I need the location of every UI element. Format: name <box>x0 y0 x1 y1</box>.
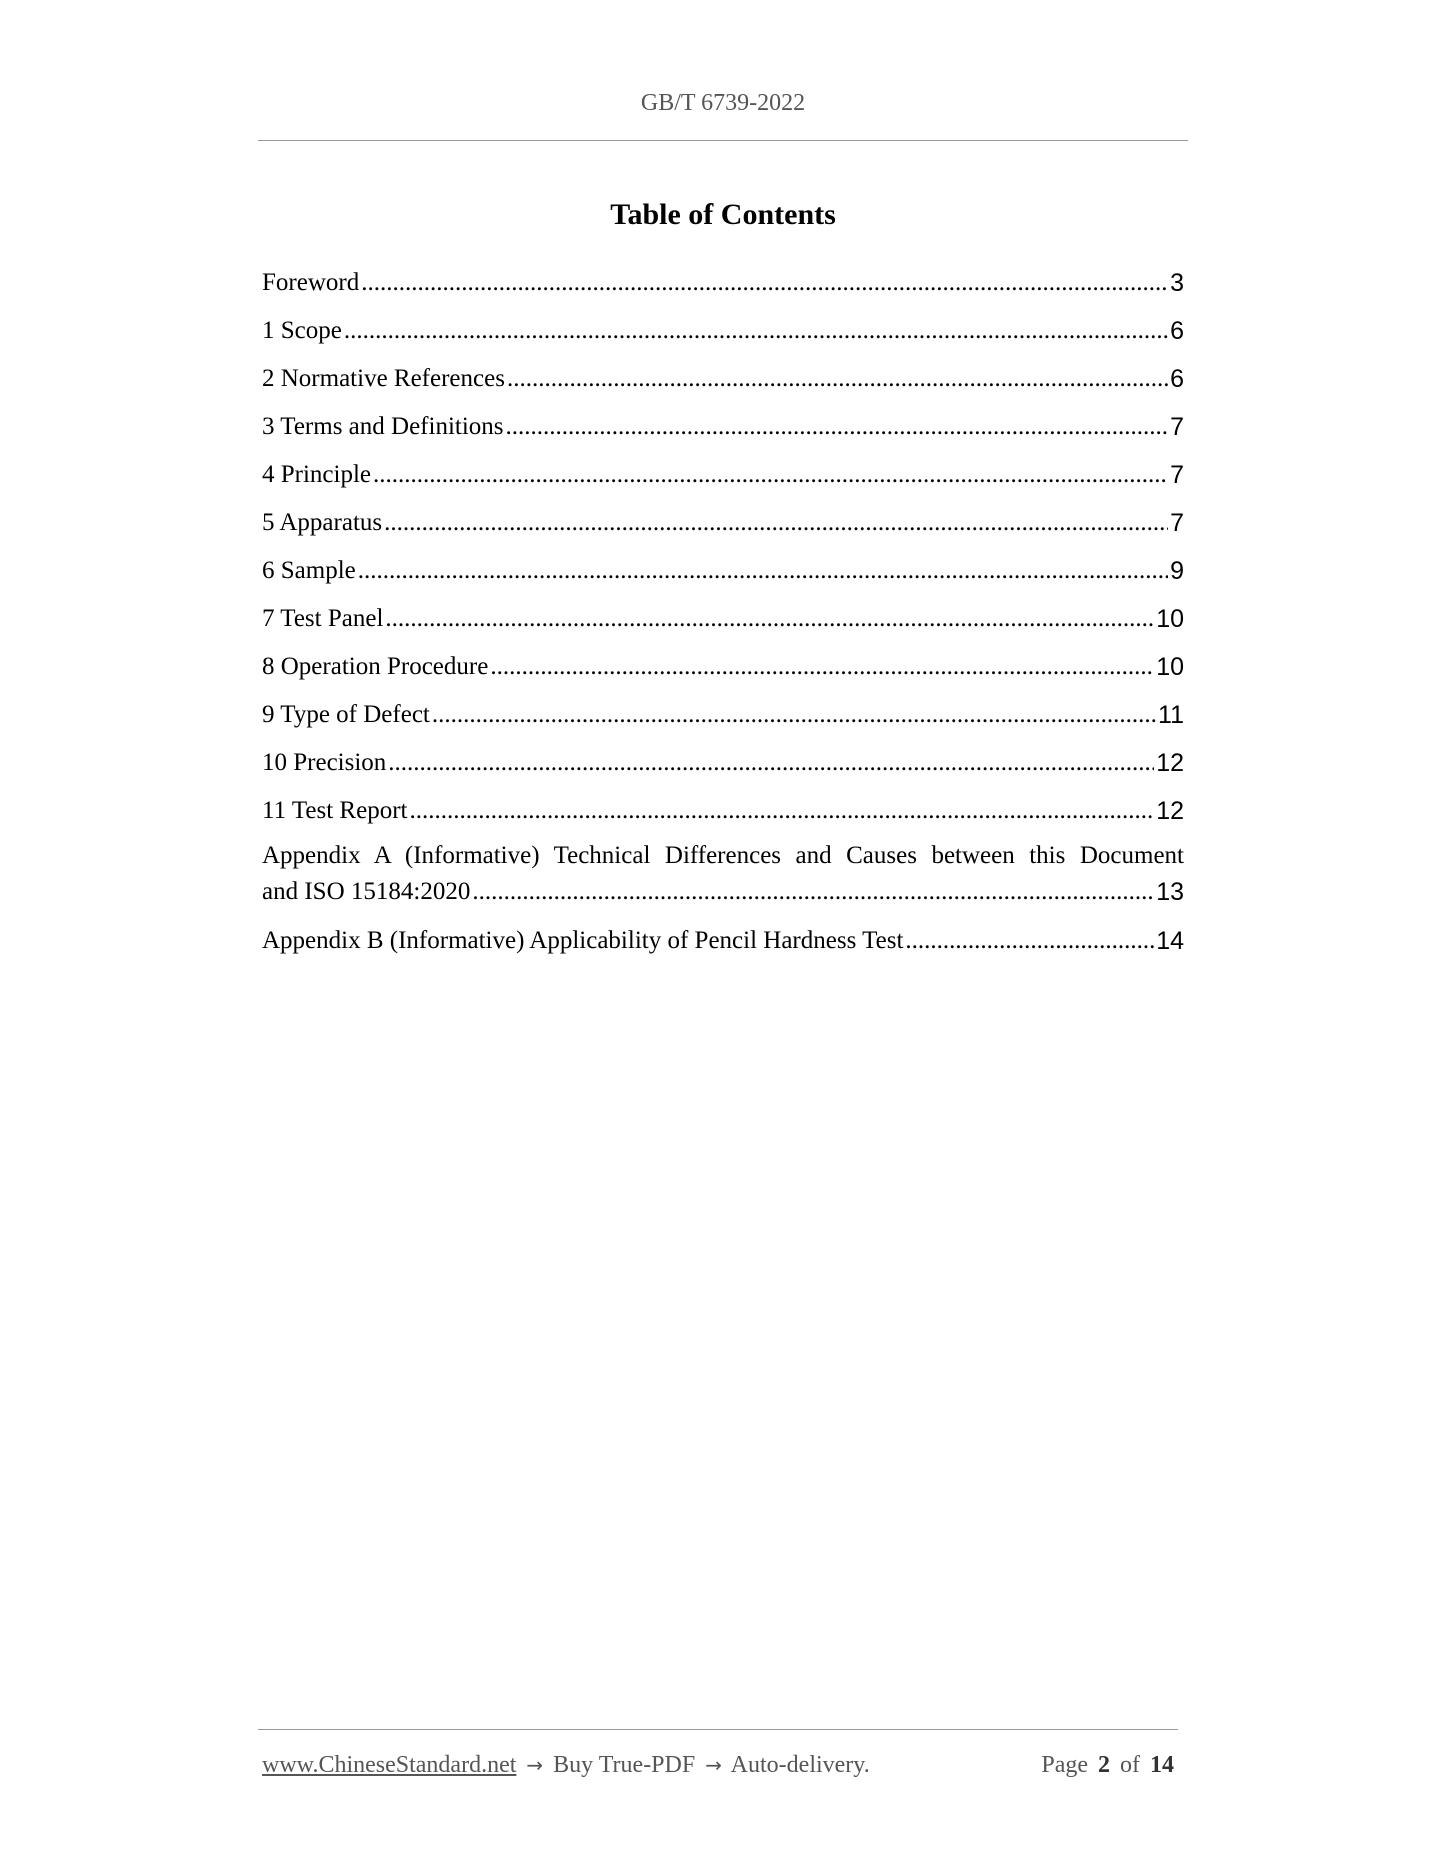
toc-entry-appendix-a[interactable] <box>262 838 1184 920</box>
toc-entry-label: Foreword <box>262 269 360 296</box>
toc-entry-apparatus[interactable] <box>262 502 1184 550</box>
toc-entry-label: 4 Principle <box>262 461 372 488</box>
toc-entry-page: 9 <box>1170 557 1184 585</box>
toc-entry-label: Appendix B (Informative) Applicability of Pencil Hardness Test <box>262 927 904 954</box>
page-indicator <box>1041 1752 1178 1779</box>
page-current: 2 <box>1098 1752 1110 1778</box>
toc-leader-dots <box>358 550 1168 592</box>
toc-entry-page: 11 <box>1158 701 1184 729</box>
toc-entry-page: 10 <box>1156 653 1184 681</box>
toc-leader-dots <box>905 920 1154 962</box>
toc-leader-dots <box>385 598 1154 640</box>
toc-leader-dots <box>373 454 1168 496</box>
toc-entry-type-of-defect[interactable] <box>262 694 1184 742</box>
table-of-contents <box>262 262 1184 968</box>
page-word: Page <box>1041 1752 1088 1778</box>
footer-divider <box>258 1729 1178 1730</box>
of-word: of <box>1120 1752 1140 1778</box>
toc-entry-scope[interactable] <box>262 310 1184 358</box>
toc-entry-terms-definitions[interactable] <box>262 406 1184 454</box>
page-footer <box>262 1752 1178 1779</box>
toc-leader-dots <box>507 358 1168 400</box>
toc-entry-label: 10 Precision <box>262 749 387 776</box>
toc-entry-label: 5 Apparatus <box>262 509 383 536</box>
toc-entry-test-report[interactable] <box>262 790 1184 838</box>
toc-leader-dots <box>384 502 1168 544</box>
toc-entry-label-line1: Appendix A (Informative) Technical Differences and Causes between this Document <box>262 842 1184 869</box>
site-link[interactable]: www.ChineseStandard.net <box>262 1752 517 1778</box>
toc-entry-operation-procedure[interactable] <box>262 646 1184 694</box>
buy-text: Buy True-PDF <box>553 1752 696 1778</box>
toc-leader-dots <box>506 406 1169 448</box>
toc-entry-page: 7 <box>1170 509 1184 537</box>
toc-entry-label: 11 Test Report <box>262 797 408 824</box>
toc-entry-page: 14 <box>1156 927 1184 955</box>
toc-entry-precision[interactable] <box>262 742 1184 790</box>
delivery-text: Auto-delivery. <box>730 1752 870 1778</box>
toc-entry-page: 10 <box>1156 605 1184 633</box>
toc-entry-page: 6 <box>1170 365 1184 393</box>
footer-left <box>262 1752 870 1779</box>
toc-entry-sample[interactable] <box>262 550 1184 598</box>
toc-entry-page: 12 <box>1156 749 1184 777</box>
toc-leader-dots <box>344 310 1168 352</box>
toc-leader-dots <box>409 790 1154 832</box>
toc-entry-foreword[interactable] <box>262 262 1184 310</box>
toc-entry-test-panel[interactable] <box>262 598 1184 646</box>
page-total: 14 <box>1150 1752 1174 1778</box>
toc-leader-dots <box>472 874 1154 910</box>
toc-entry-page: 13 <box>1156 878 1184 906</box>
toc-entry-principle[interactable] <box>262 454 1184 502</box>
toc-title: Table of Contents <box>610 198 836 231</box>
toc-entry-label: 3 Terms and Definitions <box>262 413 504 440</box>
toc-entry-page: 7 <box>1170 413 1184 441</box>
toc-entry-label: 7 Test Panel <box>262 605 384 632</box>
header-divider <box>258 140 1188 141</box>
toc-entry-label: 9 Type of Defect <box>262 701 430 728</box>
toc-leader-dots <box>361 262 1168 304</box>
toc-entry-label: 6 Sample <box>262 557 356 584</box>
toc-entry-page: 6 <box>1170 317 1184 345</box>
toc-entry-normative-references[interactable] <box>262 358 1184 406</box>
arrow-right-icon: → <box>705 1753 722 1777</box>
arrow-right-icon: → <box>526 1753 544 1777</box>
toc-entry-label: 1 Scope <box>262 317 342 344</box>
toc-entry-page: 3 <box>1170 269 1184 297</box>
toc-entry-appendix-b[interactable] <box>262 920 1184 968</box>
toc-entry-label-line2: and ISO 15184:2020 <box>262 878 471 905</box>
page-header: GB/T 6739-2022 <box>640 90 806 116</box>
toc-leader-dots <box>490 646 1154 688</box>
toc-entry-label: 2 Normative References <box>262 365 505 392</box>
toc-entry-label: 8 Operation Procedure <box>262 653 489 680</box>
toc-leader-dots <box>432 694 1156 736</box>
toc-entry-page: 12 <box>1156 797 1184 825</box>
toc-leader-dots <box>388 742 1154 784</box>
toc-entry-page: 7 <box>1170 461 1184 489</box>
